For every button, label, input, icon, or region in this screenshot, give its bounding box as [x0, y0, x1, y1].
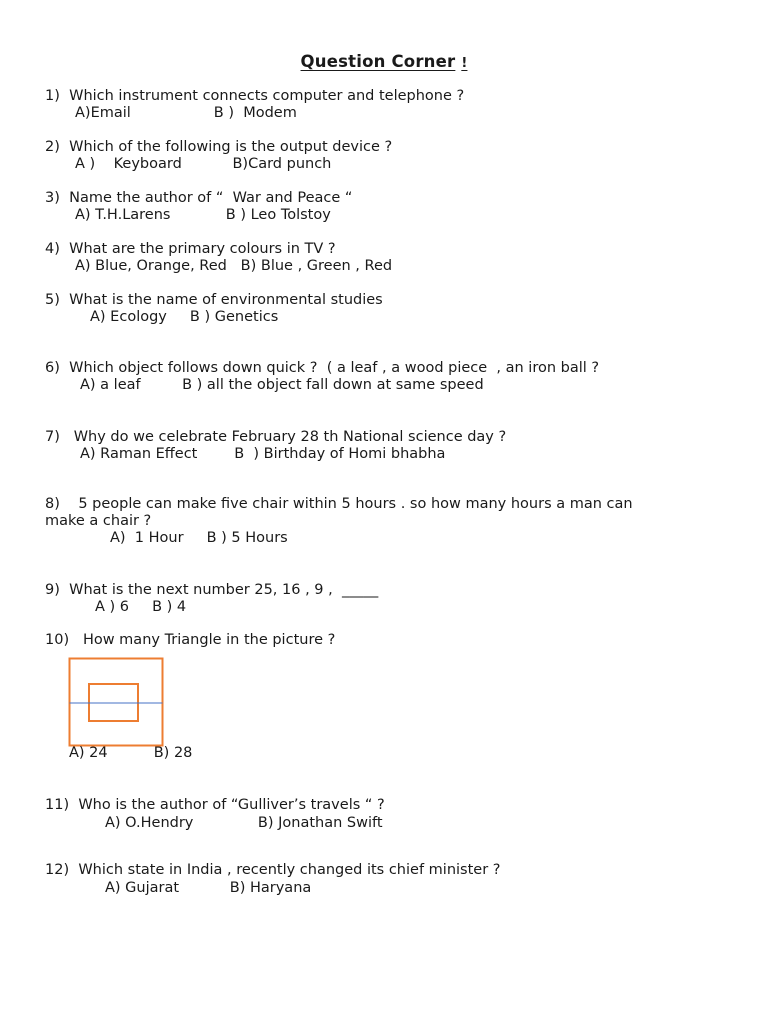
- question-8: [45, 496, 633, 513]
- question-2-options: A ) Keyboard B)Card punch: [75, 156, 332, 172]
- question-text: Who is the author of “Gulliver’s travels “ ?: [78, 797, 385, 813]
- title-main: Question Corner: [300, 52, 456, 71]
- question-text: Which of the following is the output device ?: [69, 139, 393, 155]
- question-12: [45, 862, 500, 879]
- page-title: [0, 52, 768, 71]
- question-1-options: A)Email B ) Modem: [75, 105, 297, 121]
- question-number: 8): [45, 496, 60, 512]
- question-9-options: A ) 6 B ) 4: [95, 599, 187, 615]
- question-1: [45, 88, 464, 105]
- question-number: 5): [45, 292, 60, 308]
- question-number: 6): [45, 360, 60, 376]
- outer-square: [70, 659, 163, 746]
- question-5: [45, 292, 383, 309]
- question-6-options: A) a leaf B ) all the object fall down at same speed: [80, 377, 484, 393]
- question-11-options: A) O.Hendry B) Jonathan Swift: [105, 815, 383, 831]
- question-7: [45, 429, 506, 446]
- question-8-continued: make a chair ?: [45, 513, 152, 529]
- question-12-options: A) Gujarat B) Haryana: [105, 880, 312, 896]
- question-11: [45, 797, 385, 814]
- question-4-options: A) Blue, Orange, Red B) Blue , Green , Red: [75, 258, 393, 274]
- question-number: 1): [45, 88, 60, 104]
- question-number: 11): [45, 797, 70, 813]
- question-4: [45, 241, 336, 258]
- title-suffix: !: [461, 56, 468, 71]
- question-text: Which object follows down quick ? ( a leaf , a wood piece , an iron ball ?: [69, 360, 600, 376]
- triangle-puzzle-figure: [68, 657, 166, 749]
- question-7-options: A) Raman Effect B ) Birthday of Homi bhabha: [80, 446, 446, 462]
- question-number: 12): [45, 862, 70, 878]
- question-6: [45, 360, 599, 377]
- question-9: [45, 582, 378, 599]
- question-number: 4): [45, 241, 60, 257]
- question-text: 5 people can make five chair within 5 hours . so how many hours a man can: [78, 496, 633, 512]
- question-3-options: A) T.H.Larens B ) Leo Tolstoy: [75, 207, 331, 223]
- question-text: Which instrument connects computer and telephone ?: [69, 88, 465, 104]
- question-text: What are the primary colours in TV ?: [69, 241, 336, 257]
- question-3: [45, 190, 352, 207]
- question-2: [45, 139, 392, 156]
- question-text: What is the next number 25, 16 , 9 , _____: [69, 582, 379, 598]
- question-text: How many Triangle in the picture ?: [82, 632, 336, 648]
- question-8-options: A) 1 Hour B ) 5 Hours: [110, 530, 288, 546]
- question-number: 9): [45, 582, 60, 598]
- question-number: 2): [45, 139, 60, 155]
- question-number: 3): [45, 190, 60, 206]
- question-10: [45, 632, 335, 649]
- question-text: Name the author of “ War and Peace “: [69, 190, 353, 206]
- question-text: Why do we celebrate February 28 th National science day ?: [73, 429, 507, 445]
- question-number: 10): [45, 632, 70, 648]
- question-text: Which state in India , recently changed its chief minister ?: [78, 862, 501, 878]
- question-5-options: A) Ecology B ) Genetics: [90, 309, 279, 325]
- question-text: What is the name of environmental studies: [69, 292, 383, 308]
- question-number: 7): [45, 429, 60, 445]
- question-10-options: A) 24 B) 28: [69, 745, 193, 761]
